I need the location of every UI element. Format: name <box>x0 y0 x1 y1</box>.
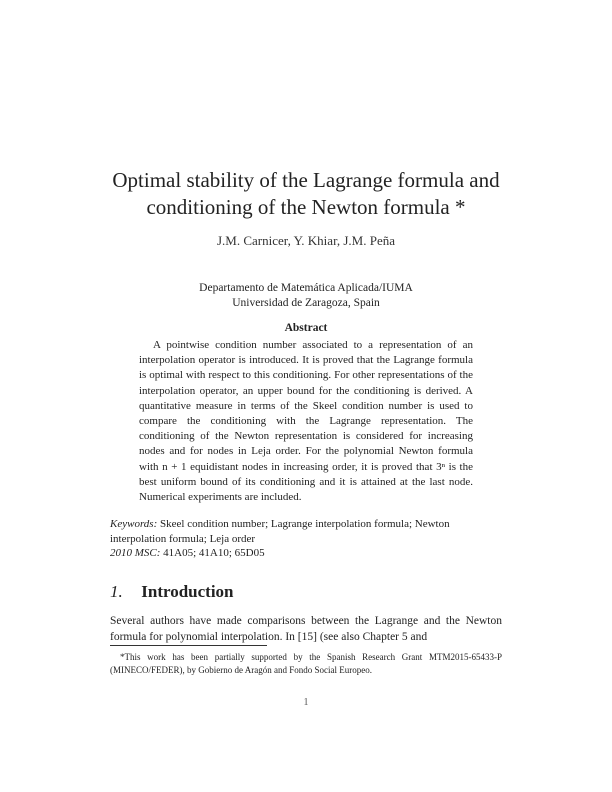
abstract-heading: Abstract <box>284 322 328 334</box>
body-paragraph: Several authors have made comparisons between the Lagrange and the Newton formula for polynomial interpolation. In [15] (see also Chapter 5 and <box>110 615 502 643</box>
footnote-divider <box>110 645 267 646</box>
msc-label: 2010 MSC: <box>110 547 161 559</box>
keywords-label: Keywords: <box>110 518 158 530</box>
authors: J.M. Carnicer, Y. Khiar, J.M. Peña <box>216 233 396 248</box>
msc-line <box>110 546 502 561</box>
footnote: *This work has been partially supported by the Spanish Research Grant MTM2015-65433-P (MINECO/FEDER), by Gobierno de Aragón and Fondo Social Europeo. <box>110 652 502 675</box>
keywords-block <box>110 517 502 561</box>
title-line-1: Optimal stability of the Lagrange formula and <box>112 168 500 192</box>
paper-title <box>100 167 512 221</box>
affiliation <box>100 281 512 311</box>
page-number: 1 <box>303 697 309 708</box>
affiliation-university: Universidad de Zaragoza, Spain <box>232 297 380 309</box>
section-number: 1. <box>110 582 123 601</box>
affiliation-department: Departamento de Matemática Aplicada/IUMA <box>199 282 413 294</box>
abstract-text: A pointwise condition number associated to a representation of an interpolation operator is introduced. It is proved that the Lagrange formula is optimal with respect to this conditioning. For other representations of the interpolation operator, an upper bound for the conditioning is derived. A quantitative measure in terms of the Skeel condition number is used to compare the conditioning with the Lagrange representation. The conditioning of the Newton representation is considered for increasing nodes and for nodes in Leja order. For the polynomial Newton formula with n + 1 equidistant nodes in increasing order, it is proved that 3ⁿ is the best uniform bound of its conditioning and it is attained at the last node. Numerical experiments are included. <box>139 339 473 504</box>
section-heading <box>110 582 234 602</box>
keywords-line <box>110 517 502 546</box>
section-title: Introduction <box>141 582 234 601</box>
title-line-2: conditioning of the Newton formula * <box>146 195 466 219</box>
keywords-text: Skeel condition number; Lagrange interpolation formula; Newton interpolation formula; Leja order <box>110 518 450 545</box>
msc-codes: 41A05; 41A10; 65D05 <box>163 547 265 559</box>
